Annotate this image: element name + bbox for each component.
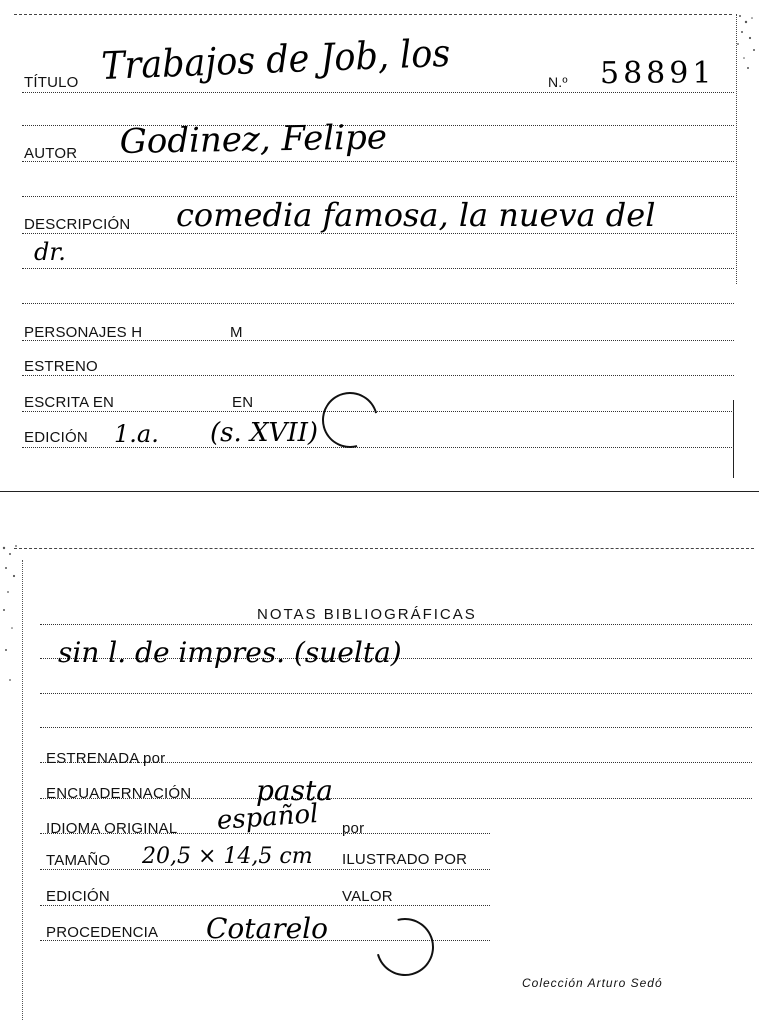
escrita-en-label: ESCRITA EN <box>24 394 115 411</box>
en-label: EN <box>232 394 254 411</box>
descripcion-value: comedia famosa, la nueva del <box>176 196 656 234</box>
estrenada-label: ESTRENADA por <box>46 750 166 767</box>
catalog-card-front <box>0 0 759 492</box>
catalog-card-back <box>0 540 759 1028</box>
descripcion-value-2: dr. <box>34 238 66 266</box>
idioma-label: IDIOMA ORIGINAL <box>46 820 178 837</box>
encuadernacion-value: pasta <box>256 774 333 807</box>
paper-speckle <box>732 10 759 80</box>
edicion-label-bottom: EDICIÓN <box>46 888 110 905</box>
number-prefix: N.º <box>548 74 568 90</box>
card-separator <box>0 491 759 492</box>
rule-line <box>22 411 734 412</box>
rule-line <box>40 905 490 906</box>
tamano-value: 20,5 × 14,5 cm <box>142 844 313 869</box>
titulo-label: TÍTULO <box>24 74 79 91</box>
rule-line <box>40 693 752 694</box>
personajes-m-label: M <box>230 324 243 341</box>
rule-line <box>40 624 752 625</box>
por-label: por <box>342 820 365 837</box>
rule-line <box>22 92 734 93</box>
card-bottom-edge <box>14 548 754 549</box>
edicion-label: EDICIÓN <box>24 429 88 446</box>
collection-footer: Colección Arturo Sedó <box>522 976 663 990</box>
valor-label: VALOR <box>342 888 393 905</box>
tamano-label: TAMAÑO <box>46 852 111 869</box>
autor-label: AUTOR <box>24 145 78 162</box>
idioma-value: español <box>215 798 320 836</box>
card-left-edge <box>22 560 23 1020</box>
edicion-value: 1.a. <box>114 420 159 448</box>
rule-line <box>22 303 734 304</box>
descripcion-label: DESCRIPCIÓN <box>24 216 131 233</box>
notas-value: sin l. de impres. (suelta) <box>58 636 402 669</box>
number-value: 58891 <box>600 56 716 91</box>
rule-line <box>22 268 734 269</box>
rule-line <box>40 727 752 728</box>
punch-hole <box>365 907 444 986</box>
encuadernacion-label: ENCUADERNACIÓN <box>46 785 192 802</box>
personajes-h-label: PERSONAJES H <box>24 324 143 341</box>
edicion-century: (s. XVII) <box>210 418 318 448</box>
rule-line <box>22 375 734 376</box>
card-top-edge <box>14 14 732 15</box>
rule-line <box>40 869 490 870</box>
autor-value: Godinez, Felipe <box>119 117 388 162</box>
procedencia-label: PROCEDENCIA <box>46 924 159 941</box>
titulo-value: Trabajos de Job, los <box>100 30 451 88</box>
procedencia-value: Cotarelo <box>206 912 328 945</box>
paper-speckle <box>0 540 24 700</box>
ilustrado-label: ILUSTRADO POR <box>342 851 468 868</box>
notas-heading: NOTAS BIBLIOGRÁFICAS <box>257 606 477 623</box>
estreno-label: ESTRENO <box>24 358 98 375</box>
